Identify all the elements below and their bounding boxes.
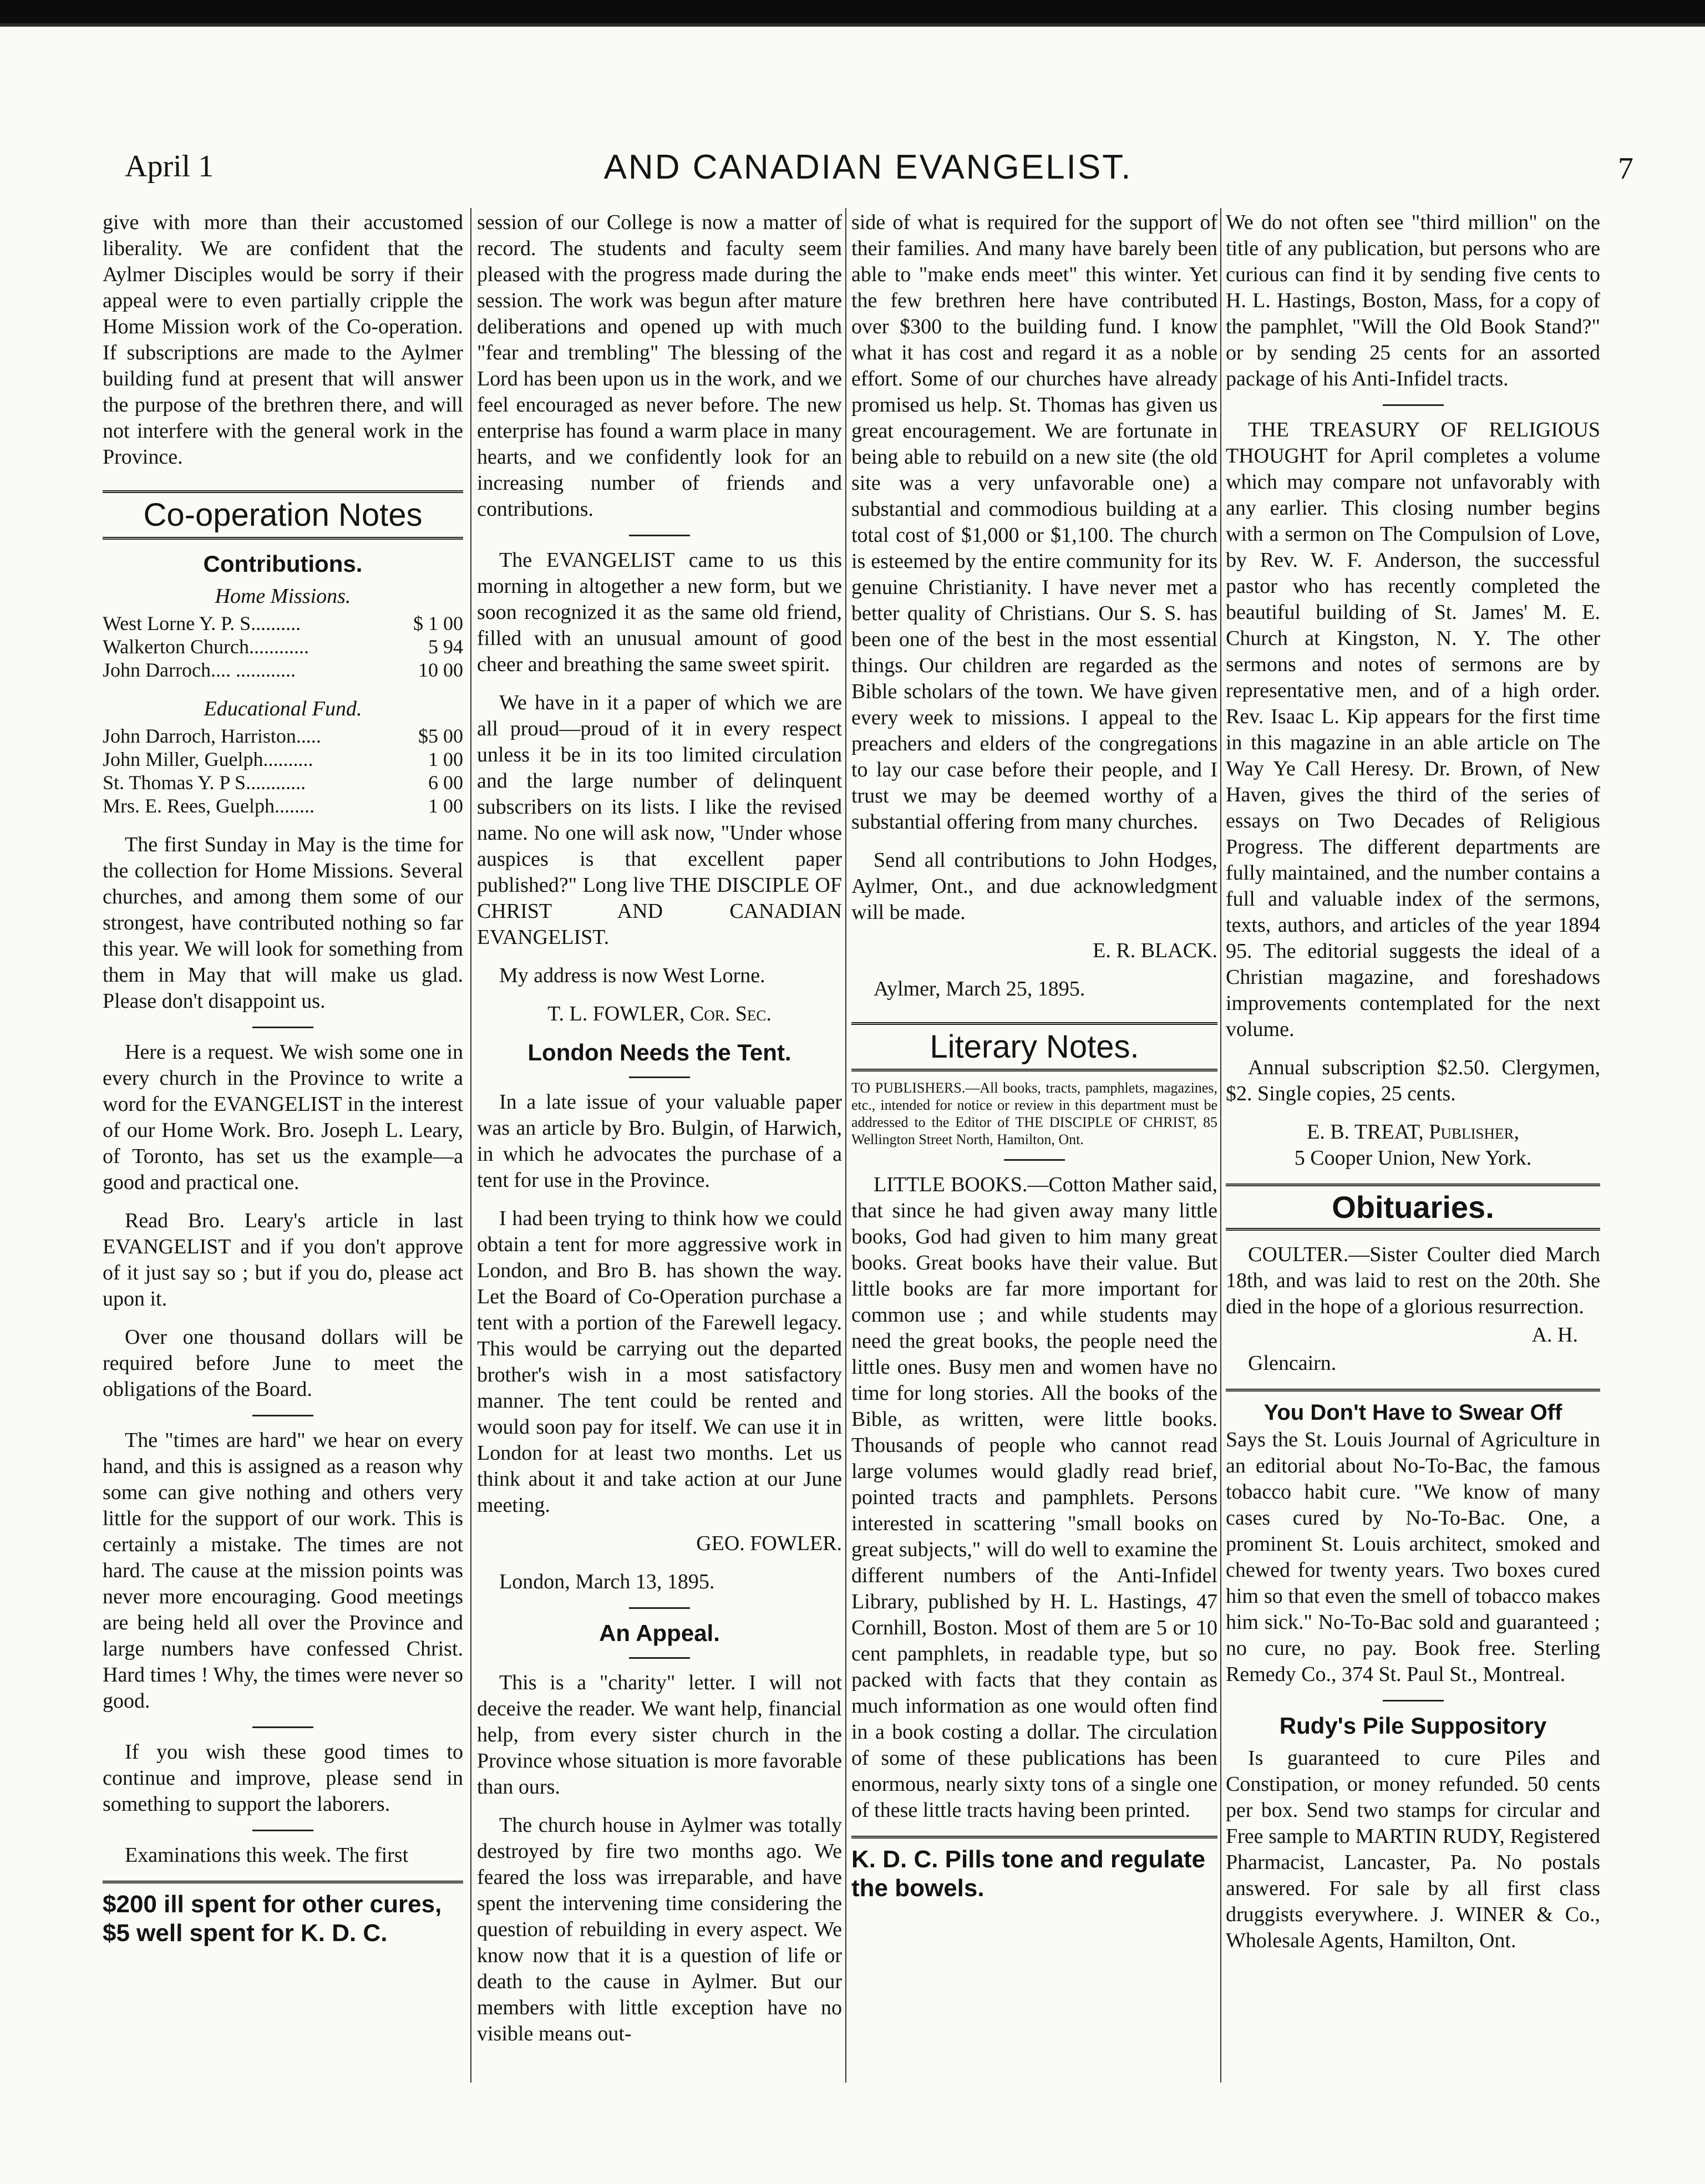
paragraph: The first Sunday in May is the time for the collection for Home Missions. Several churches, and among them some of our strongest, have contributed nothing so far this year. We will look for something from them in May that will make us glad. Please don't disappoint us. xyxy=(103,833,463,1013)
separator xyxy=(252,1415,313,1416)
paragraph: Annual subscription $2.50. Clergymen, $2. Single copies, 25 cents. xyxy=(1226,1056,1600,1105)
separator xyxy=(629,1076,690,1078)
paragraph: side of what is required for the support of their families. And many have barely been able to "make ends meet" this winter. Yet the few brethren here have contributed over $300 to the building fund. I know what it has cost and regard it as a noble effort. Some of our churches have already promised us help. St. Thomas has given us great encouragement. We are fortunate in being able to rebuild on a new site (the old site was a very unfavorable one) a substantial and commodious building at a total cost of $1,000 or $1,100. The church is esteemed by the entire community for its genuine Christianity. I have never met a better quality of Christians. Our S. S. has been one of the best in the most essential things. Our children are regarded as the Bible scholars of the town. We have given every week to missions. I appeal to the preachers and elders of the congregations to lay our case before their people, and I trust we may be deemed worthy of a substantial offering from many churches. xyxy=(851,211,1217,834)
advertisement-kdc-pills: K. D. C. Pills tone and regulate the bowels. xyxy=(851,1836,1217,1903)
section-title-obituaries: Obituaries. xyxy=(1226,1184,1600,1231)
educational-fund-label: Educational Fund. xyxy=(204,697,362,720)
column-rule xyxy=(470,208,471,2083)
paragraph: Says the St. Louis Journal of Agriculture in an editorial about No-To-Bac, the famous tobacco habit cure. "We know of many cases cured by No-To-Bac. One, a prominent St. Louis architect, smoked and chewed for twenty years. Two boxes cured him so that even the smell of tobacco makes him sick." No-To-Bac sold and guaranteed ; no cure, no pay. Book free. Sterling Remedy Co., 374 St. Paul St., Montreal. xyxy=(1226,1428,1600,1686)
paragraph: My address is now West Lorne. xyxy=(499,964,765,987)
signature: A. H. xyxy=(1531,1323,1578,1347)
publication-title: AND CANADIAN EVANGELIST. xyxy=(603,148,1133,186)
paragraph: If you wish these good times to continue and improve, please send in something to support the laborers. xyxy=(103,1740,463,1816)
section-title-literary-notes: Literary Notes. xyxy=(851,1022,1217,1071)
ledger-row: Mrs. E. Rees, Guelph........ 1 00 xyxy=(103,795,463,817)
signature: T. L. FOWLER, Cor. Sec. xyxy=(547,1002,772,1025)
ledger-row: John Miller, Guelph.......... 1 00 xyxy=(103,748,463,770)
separator xyxy=(1383,404,1444,406)
paragraph: We have in it a paper of which we are all proud—proud of it in every respect unless it be in its too limited circulation and the large number of delinquent subscribers on its lists. I like the revised name. No one will ask now, "Under whose auspices is that excellent paper published?" Long live THE DISCIPLE OF CHRIST AND CANADIAN EVANGELIST. xyxy=(477,691,842,949)
publishers-notice: TO PUBLISHERS.—All books, tracts, pamphlets, magazines, etc., intended for notice or review in this department must be addressed to the Editor of THE DISCIPLE OF CHRIST, 85 Wellington Street North, Hamilton, Ont. xyxy=(851,1080,1217,1147)
paragraph: Is guaranteed to cure Piles and Constipation, or money refunded. 50 cents per box. Send two stamps for circular and Free sample to MARTIN RUDY, Registered Pharmacist, Lancaster, Pa. No postals answered. For sale by all first class druggists everywhere. J. WINER & Co., Wholesale Agents, Hamilton, Ont. xyxy=(1226,1746,1600,1952)
page-number: 7 xyxy=(1618,151,1633,186)
section-title-cooperation-notes: Co-operation Notes xyxy=(103,490,463,540)
paragraph: Read Bro. Leary's article in last EVANGELIST and if you don't approve of it just say so ; but if you do, please act upon it. xyxy=(103,1209,463,1311)
ledger-row: St. Thomas Y. P S............ 6 00 xyxy=(103,771,463,794)
article-title: Rudy's Pile Suppository xyxy=(1279,1713,1547,1739)
ledger-row: Walkerton Church............ 5 94 xyxy=(103,636,463,658)
paragraph: Here is a request. We wish some one in every church in the Province to write a word for the EVANGELIST in the interest of our Home Work. Bro. Joseph L. Leary, of Toronto, has set us the example—a good and practical one. xyxy=(103,1040,463,1194)
top-border-thin xyxy=(0,23,1705,27)
article-title: An Appeal. xyxy=(599,1620,720,1646)
article-title: London Needs the Tent. xyxy=(527,1039,791,1065)
separator xyxy=(629,535,690,536)
home-missions-list xyxy=(103,612,463,682)
advertisement-kdc: $200 ill spent for other cures, $5 well spent for K. D. C. xyxy=(103,1881,463,1948)
paragraph: COULTER.—Sister Coulter died March 18th, and was laid to rest on the 20th. She died in the hope of a glorious resurrection. xyxy=(1226,1243,1600,1318)
paragraph: The EVANGELIST came to us this morning in altogether a new form, but we soon recognized it as the same old friend, filled with an unusual amount of good cheer and breathing the same sweet spirit. xyxy=(477,548,842,676)
paragraph: This is a "charity" letter. I will not deceive the reader. We want help, financial help, from every sister church in the Province whose situation is more favorable than ours. xyxy=(477,1671,842,1799)
article-title: You Don't Have to Swear Off xyxy=(1226,1389,1600,1427)
separator xyxy=(629,1607,690,1609)
paragraph: We do not often see "third million" on the title of any publication, but persons who are curious can find it by sending five cents to H. L. Hastings, Boston, Mass, for a copy of the pamphlet, "Will the Old Book Stand?" or by sending 25 cents for an assorted package of his Anti-Infidel tracts. xyxy=(1226,211,1600,390)
paragraph: give with more than their accustomed liberality. We are confident that the Aylmer Disciples would be sorry if their appeal were to even partially cripple the Home Mission work of the Co-operation. If subscriptions are made to the Aylmer building fund at present that will answer the purpose of the brethren there, and will not interfere with the general work in the Province. xyxy=(103,211,463,469)
contributions-heading: Contributions. xyxy=(203,551,363,577)
paragraph: Send all contributions to John Hodges, Aylmer, Ont., and due acknowledgment will be made. xyxy=(851,849,1217,924)
separator xyxy=(252,1027,313,1028)
signature: GEO. FOWLER. xyxy=(696,1532,842,1555)
paragraph: THE TREASURY OF RELIGIOUS THOUGHT for April completes a volume which may compare not unfavorably with any earlier. This closing number begins with a sermon on The Compulsion of Love, by Rev. W. F. Anderson, the successful pastor who has recently completed the beautiful building of St. James' M. E. Church at Kingston, N. Y. The other sermons and notes of sermons are by representative men, and of a high order. Rev. Isaac L. Kip appears for the first time in this magazine in an able article on The Way Ye Call Heresy. Dr. Brown, of New Haven, gives the third of the series of essays on Two Decades of Religious Progress. The different departments are fully maintained, and the number contains a full and valuable index of the sermons, texts, authors, and articles of the year 1894 95. The editorial suggests the ideal of a Christian magazine, and foreshadows improvements contemplated for the next volume. xyxy=(1226,418,1600,1041)
paragraph: LITTLE BOOKS.—Cotton Mather said, that since he had given away many little books, God had given to him many great books. Great books have their value. But little books are far more important for common use ; and while students may need the great books, the people need the little ones. Busy men and women have no time for long stories. All the books of the Bible, as written, were little books. Thousands of people who cannot read large volumes would gladly read brief, pointed tracts and pamphlets. Persons interested in scattering "small books on great subjects," will do well to examine the different numbers of the Anti-Infidel Library, published by H. L. Hastings, 47 Cornhill, Boston. Most of them are 5 or 10 cent pamphlets, in readable type, but so packed with facts that they contain as much information as one would often find in a book costing a dollar. The circulation of some of these publications has been enormous, nearly sixty tons of a single one of these little tracts having been printed. xyxy=(851,1173,1217,1822)
column-1 xyxy=(103,210,463,2095)
top-border-bar xyxy=(0,0,1705,23)
dateline: Aylmer, March 25, 1895. xyxy=(874,977,1085,1000)
educational-fund-list xyxy=(103,724,463,817)
paragraph: session of our College is now a matter of record. The students and faculty seem pleased with the progress made during the session. The work was begun after mature deliberations and opened up with much "fear and trembling" The blessing of the Lord has been upon us in the work, and we feel encouraged as never before. The new enterprise has found a warm place in many hearts, and we confidently look for an increasing number of friends and contributions. xyxy=(477,211,842,521)
issue-date: April 1 xyxy=(125,149,214,184)
column-2 xyxy=(477,210,842,2095)
column-rule xyxy=(845,208,846,2083)
signature: E. R. BLACK. xyxy=(1093,939,1217,962)
ledger-row: West Lorne Y. P. S.......... $ 1 00 xyxy=(103,612,463,634)
ledger-row: John Darroch, Harriston..... $5 00 xyxy=(103,725,463,747)
page-header xyxy=(97,143,1639,193)
publisher-name: E. B. TREAT, Publisher, xyxy=(1307,1120,1519,1144)
paragraph: Examinations this week. The first xyxy=(125,1843,409,1867)
separator xyxy=(252,1830,313,1831)
publisher-address: 5 Cooper Union, New York. xyxy=(1294,1146,1532,1170)
place-name: Glencairn. xyxy=(1248,1352,1337,1375)
column-4 xyxy=(1226,210,1600,2095)
ledger-row: John Darroch.... ............ 10 00 xyxy=(103,659,463,681)
separator xyxy=(629,1657,690,1659)
home-missions-label: Home Missions. xyxy=(215,585,351,608)
paragraph: The church house in Aylmer was totally destroyed by fire two months ago. We feared the loss was irreparable, and have spent the intervening time considering the question of rebuilding in every aspect. We know now that it is a question of life or death to the cause in Aylmer. But our members with little exception have no visible means out- xyxy=(477,1814,842,2045)
paragraph: In a late issue of your valuable paper was an article by Bro. Bulgin, of Harwich, in which he advocates the purchase of a tent for use in the Province. xyxy=(477,1090,842,1192)
dateline: London, March 13, 1895. xyxy=(499,1570,715,1593)
paragraph: I had been trying to think how we could obtain a tent for more aggressive work in London, and Bro B. has shown the way. Let the Board of Co-Operation purchase a tent with a portion of the Farewell legacy. This would be carrying out the departed brother's wish in a most satisfactory manner. The tent could be rented and would soon pay for itself. We can use it in London for at least two months. Let us think about it and take action at our June meeting. xyxy=(477,1207,842,1517)
paragraph: Over one thousand dollars will be required before June to meet the obligations of the Board. xyxy=(103,1325,463,1401)
separator xyxy=(1004,1159,1065,1161)
paragraph: The "times are hard" we hear on every hand, and this is assigned as a reason why some can give nothing and others very little for the support of our work. This is certainly a mistake. The times are not hard. The cause at the mission points was never more encouraging. Good meetings are being held all over the Province and large numbers have confessed Christ. Hard times ! Why, the times were never so good. xyxy=(103,1429,463,1713)
separator xyxy=(1383,1700,1444,1702)
column-rule xyxy=(1220,208,1221,2083)
separator xyxy=(252,1726,313,1728)
column-3 xyxy=(851,210,1217,2095)
